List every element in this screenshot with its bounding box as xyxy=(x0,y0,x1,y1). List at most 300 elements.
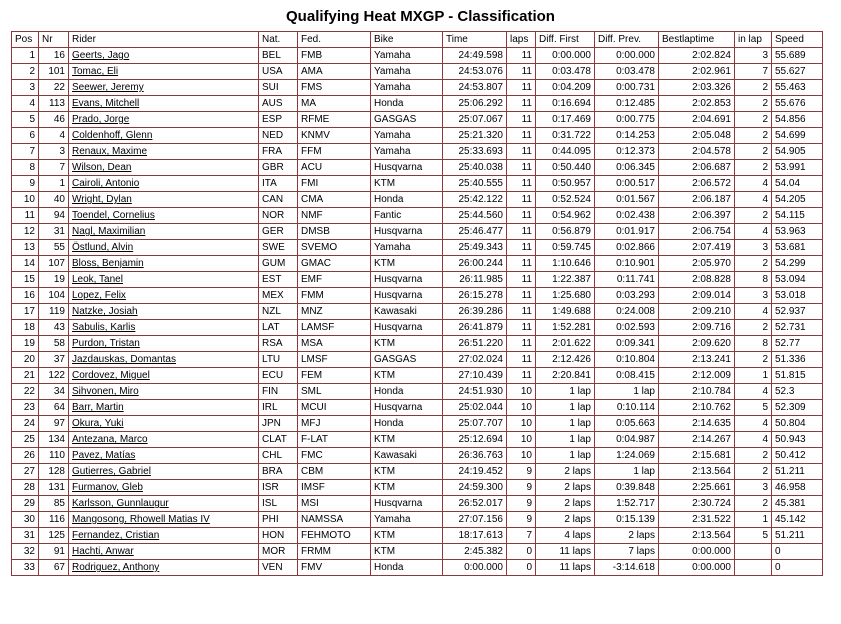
bike-cell: Yamaha xyxy=(371,512,443,528)
federation-cell: LAMSF xyxy=(298,320,371,336)
laps-cell: 10 xyxy=(507,432,536,448)
nationality-cell: NED xyxy=(259,128,298,144)
laps-cell: 11 xyxy=(507,176,536,192)
laps-cell: 11 xyxy=(507,288,536,304)
speed-cell: 54.115 xyxy=(772,208,823,224)
nationality-cell: SWE xyxy=(259,240,298,256)
time-cell: 25:40.038 xyxy=(443,160,507,176)
diff-first-cell: 2 laps xyxy=(536,480,595,496)
federation-cell: SVEMO xyxy=(298,240,371,256)
time-cell: 26:36.763 xyxy=(443,448,507,464)
diff-prev-cell: 0:01.917 xyxy=(595,224,659,240)
table-row xyxy=(12,160,823,176)
speed-cell: 53.991 xyxy=(772,160,823,176)
speed-cell: 52.309 xyxy=(772,400,823,416)
time-cell: 25:12.694 xyxy=(443,432,507,448)
laps-cell: 9 xyxy=(507,480,536,496)
column-header: Bike xyxy=(371,32,443,48)
column-header: Nat. xyxy=(259,32,298,48)
in-lap-cell: 2 xyxy=(735,208,772,224)
laps-cell: 11 xyxy=(507,96,536,112)
speed-cell: 55.627 xyxy=(772,64,823,80)
column-header: Fed. xyxy=(298,32,371,48)
rider-link[interactable]: Coldenhoff, Glenn xyxy=(69,128,259,144)
bike-cell: Honda xyxy=(371,96,443,112)
in-lap-cell: 2 xyxy=(735,320,772,336)
diff-prev-cell: 0:24.008 xyxy=(595,304,659,320)
bike-cell: Fantic xyxy=(371,208,443,224)
nationality-cell: ITA xyxy=(259,176,298,192)
rider-link[interactable]: Okura, Yuki xyxy=(69,416,259,432)
bike-cell: Honda xyxy=(371,560,443,576)
federation-cell: FEHMOTO xyxy=(298,528,371,544)
in-lap-cell: 2 xyxy=(735,144,772,160)
in-lap-cell: 4 xyxy=(735,192,772,208)
diff-first-cell: 1 lap xyxy=(536,384,595,400)
column-header: Diff. First xyxy=(536,32,595,48)
rider-link[interactable]: Evans, Mitchell xyxy=(69,96,259,112)
bike-cell: GASGAS xyxy=(371,352,443,368)
best-lap-cell: 2:02.961 xyxy=(659,64,735,80)
bike-cell: Yamaha xyxy=(371,240,443,256)
diff-prev-cell: 0:39.848 xyxy=(595,480,659,496)
bike-cell: Husqvarna xyxy=(371,224,443,240)
speed-cell: 46.958 xyxy=(772,480,823,496)
rider-link[interactable]: Mangosong, Rhowell Matias IV xyxy=(69,512,259,528)
time-cell: 25:06.292 xyxy=(443,96,507,112)
number-cell: 110 xyxy=(39,448,69,464)
diff-first-cell: 1 lap xyxy=(536,432,595,448)
nationality-cell: NOR xyxy=(259,208,298,224)
nationality-cell: ISR xyxy=(259,480,298,496)
best-lap-cell: 2:13.564 xyxy=(659,464,735,480)
in-lap-cell: 7 xyxy=(735,64,772,80)
in-lap-cell: 2 xyxy=(735,464,772,480)
laps-cell: 11 xyxy=(507,160,536,176)
speed-cell: 51.336 xyxy=(772,352,823,368)
time-cell: 24:19.452 xyxy=(443,464,507,480)
number-cell: 101 xyxy=(39,64,69,80)
best-lap-cell: 2:09.014 xyxy=(659,288,735,304)
rider-link[interactable]: Bloss, Benjamin xyxy=(69,256,259,272)
pos-cell: 16 xyxy=(12,288,39,304)
rider-link[interactable]: Barr, Martin xyxy=(69,400,259,416)
best-lap-cell: 2:15.681 xyxy=(659,448,735,464)
rider-link[interactable]: Jazdauskas, Domantas xyxy=(69,352,259,368)
time-cell: 26:00.244 xyxy=(443,256,507,272)
laps-cell: 10 xyxy=(507,400,536,416)
federation-cell: NAMSSA xyxy=(298,512,371,528)
time-cell: 27:10.439 xyxy=(443,368,507,384)
bike-cell: GASGAS xyxy=(371,112,443,128)
federation-cell: EMF xyxy=(298,272,371,288)
best-lap-cell: 2:08.828 xyxy=(659,272,735,288)
diff-prev-cell: 1 lap xyxy=(595,464,659,480)
rider-link[interactable]: Purdon, Tristan xyxy=(69,336,259,352)
federation-cell: MNZ xyxy=(298,304,371,320)
page-title: Qualifying Heat MXGP - Classification xyxy=(286,8,555,25)
bike-cell: Yamaha xyxy=(371,64,443,80)
laps-cell: 11 xyxy=(507,368,536,384)
rider-link[interactable]: Nagl, Maximilian xyxy=(69,224,259,240)
rider-link[interactable]: Fernandez, Cristian xyxy=(69,528,259,544)
best-lap-cell: 2:13.564 xyxy=(659,528,735,544)
time-cell: 25:02.044 xyxy=(443,400,507,416)
in-lap-cell xyxy=(735,544,772,560)
bike-cell: KTM xyxy=(371,480,443,496)
time-cell: 24:53.076 xyxy=(443,64,507,80)
best-lap-cell: 2:06.397 xyxy=(659,208,735,224)
in-lap-cell: 3 xyxy=(735,480,772,496)
diff-first-cell: 0:44.095 xyxy=(536,144,595,160)
laps-cell: 11 xyxy=(507,144,536,160)
speed-cell: 54.905 xyxy=(772,144,823,160)
best-lap-cell: 2:07.419 xyxy=(659,240,735,256)
pos-cell: 23 xyxy=(12,400,39,416)
diff-first-cell: 0:56.879 xyxy=(536,224,595,240)
federation-cell: AMA xyxy=(298,64,371,80)
nationality-cell: JPN xyxy=(259,416,298,432)
rider-link[interactable]: Sihvonen, Miro xyxy=(69,384,259,400)
nationality-cell: CHL xyxy=(259,448,298,464)
pos-cell: 32 xyxy=(12,544,39,560)
number-cell: 34 xyxy=(39,384,69,400)
pos-cell: 7 xyxy=(12,144,39,160)
diff-prev-cell: 0:02.866 xyxy=(595,240,659,256)
rider-link[interactable]: Pavez, Matías xyxy=(69,448,259,464)
number-cell: 91 xyxy=(39,544,69,560)
rider-link[interactable]: Sabulis, Karlis xyxy=(69,320,259,336)
bike-cell: KTM xyxy=(371,464,443,480)
nationality-cell: PHI xyxy=(259,512,298,528)
diff-prev-cell: 0:15.139 xyxy=(595,512,659,528)
laps-cell: 9 xyxy=(507,512,536,528)
number-cell: 3 xyxy=(39,144,69,160)
table-row xyxy=(12,80,823,96)
diff-first-cell: 1:49.688 xyxy=(536,304,595,320)
speed-cell: 55.689 xyxy=(772,48,823,64)
federation-cell: FMS xyxy=(298,80,371,96)
speed-cell: 54.699 xyxy=(772,128,823,144)
best-lap-cell: 2:09.620 xyxy=(659,336,735,352)
pos-cell: 13 xyxy=(12,240,39,256)
pos-cell: 9 xyxy=(12,176,39,192)
nationality-cell: RSA xyxy=(259,336,298,352)
laps-cell: 11 xyxy=(507,128,536,144)
laps-cell: 11 xyxy=(507,352,536,368)
bike-cell: Husqvarna xyxy=(371,320,443,336)
table-row xyxy=(12,64,823,80)
speed-cell: 55.463 xyxy=(772,80,823,96)
rider-link[interactable]: Cordovez, Miguel xyxy=(69,368,259,384)
diff-prev-cell: -3:14.618 xyxy=(595,560,659,576)
rider-link[interactable]: Hachti, Anwar xyxy=(69,544,259,560)
table-row xyxy=(12,496,823,512)
rider-link[interactable]: Gutierres, Gabriel xyxy=(69,464,259,480)
number-cell: 40 xyxy=(39,192,69,208)
table-row xyxy=(12,352,823,368)
number-cell: 107 xyxy=(39,256,69,272)
in-lap-cell: 2 xyxy=(735,160,772,176)
federation-cell: FMC xyxy=(298,448,371,464)
number-cell: 7 xyxy=(39,160,69,176)
table-row xyxy=(12,384,823,400)
bike-cell: KTM xyxy=(371,256,443,272)
in-lap-cell: 4 xyxy=(735,304,772,320)
diff-first-cell: 0:50.440 xyxy=(536,160,595,176)
table-row xyxy=(12,96,823,112)
diff-prev-cell: 0:03.478 xyxy=(595,64,659,80)
federation-cell: FMB xyxy=(298,48,371,64)
nationality-cell: LTU xyxy=(259,352,298,368)
federation-cell: SML xyxy=(298,384,371,400)
table-row xyxy=(12,528,823,544)
laps-cell: 11 xyxy=(507,336,536,352)
best-lap-cell: 2:10.784 xyxy=(659,384,735,400)
number-cell: 134 xyxy=(39,432,69,448)
table-row xyxy=(12,208,823,224)
federation-cell: IMSF xyxy=(298,480,371,496)
pos-cell: 28 xyxy=(12,480,39,496)
table-row xyxy=(12,192,823,208)
bike-cell: Kawasaki xyxy=(371,304,443,320)
diff-first-cell: 2 laps xyxy=(536,496,595,512)
laps-cell: 11 xyxy=(507,272,536,288)
bike-cell: Honda xyxy=(371,384,443,400)
rider-link[interactable]: Geerts, Jago xyxy=(69,48,259,64)
laps-cell: 11 xyxy=(507,240,536,256)
time-cell: 26:15.278 xyxy=(443,288,507,304)
nationality-cell: LAT xyxy=(259,320,298,336)
federation-cell: CMA xyxy=(298,192,371,208)
number-cell: 94 xyxy=(39,208,69,224)
rider-link[interactable]: Antezana, Marco xyxy=(69,432,259,448)
federation-cell: LMSF xyxy=(298,352,371,368)
laps-cell: 10 xyxy=(507,416,536,432)
speed-cell: 52.731 xyxy=(772,320,823,336)
nationality-cell: VEN xyxy=(259,560,298,576)
speed-cell: 54.205 xyxy=(772,192,823,208)
best-lap-cell: 2:31.522 xyxy=(659,512,735,528)
table-row xyxy=(12,144,823,160)
time-cell: 26:52.017 xyxy=(443,496,507,512)
table-row xyxy=(12,448,823,464)
diff-prev-cell: 0:11.741 xyxy=(595,272,659,288)
nationality-cell: MEX xyxy=(259,288,298,304)
diff-prev-cell: 0:05.663 xyxy=(595,416,659,432)
number-cell: 116 xyxy=(39,512,69,528)
best-lap-cell: 2:13.241 xyxy=(659,352,735,368)
bike-cell: KTM xyxy=(371,368,443,384)
pos-cell: 6 xyxy=(12,128,39,144)
time-cell: 0:00.000 xyxy=(443,560,507,576)
federation-cell: RFME xyxy=(298,112,371,128)
diff-first-cell: 0:03.478 xyxy=(536,64,595,80)
federation-cell: FRMM xyxy=(298,544,371,560)
speed-cell: 50.412 xyxy=(772,448,823,464)
speed-cell: 53.963 xyxy=(772,224,823,240)
rider-link[interactable]: Cairoli, Antonio xyxy=(69,176,259,192)
in-lap-cell: 5 xyxy=(735,528,772,544)
federation-cell: FMV xyxy=(298,560,371,576)
table-row xyxy=(12,128,823,144)
diff-first-cell: 11 laps xyxy=(536,560,595,576)
pos-cell: 33 xyxy=(12,560,39,576)
pos-cell: 24 xyxy=(12,416,39,432)
number-cell: 113 xyxy=(39,96,69,112)
rider-link[interactable]: Seewer, Jeremy xyxy=(69,80,259,96)
table-row xyxy=(12,256,823,272)
time-cell: 25:07.067 xyxy=(443,112,507,128)
table-row xyxy=(12,304,823,320)
rider-link[interactable]: Östlund, Alvin xyxy=(69,240,259,256)
nationality-cell: MOR xyxy=(259,544,298,560)
nationality-cell: GUM xyxy=(259,256,298,272)
federation-cell: F-LAT xyxy=(298,432,371,448)
diff-prev-cell: 0:02.438 xyxy=(595,208,659,224)
in-lap-cell: 4 xyxy=(735,384,772,400)
diff-prev-cell: 2 laps xyxy=(595,528,659,544)
rider-link[interactable]: Toendel, Cornelius xyxy=(69,208,259,224)
diff-first-cell: 1:52.281 xyxy=(536,320,595,336)
column-header: Bestlaptime xyxy=(659,32,735,48)
number-cell: 43 xyxy=(39,320,69,336)
nationality-cell: AUS xyxy=(259,96,298,112)
diff-first-cell: 1 lap xyxy=(536,400,595,416)
best-lap-cell: 2:10.762 xyxy=(659,400,735,416)
in-lap-cell: 5 xyxy=(735,400,772,416)
laps-cell: 10 xyxy=(507,448,536,464)
nationality-cell: EST xyxy=(259,272,298,288)
pos-cell: 27 xyxy=(12,464,39,480)
time-cell: 25:42.122 xyxy=(443,192,507,208)
number-cell: 119 xyxy=(39,304,69,320)
speed-cell: 55.676 xyxy=(772,96,823,112)
table-row xyxy=(12,464,823,480)
rider-link[interactable]: Wright, Dylan xyxy=(69,192,259,208)
time-cell: 25:40.555 xyxy=(443,176,507,192)
best-lap-cell: 2:09.210 xyxy=(659,304,735,320)
best-lap-cell: 2:02.824 xyxy=(659,48,735,64)
speed-cell: 52.77 xyxy=(772,336,823,352)
in-lap-cell: 3 xyxy=(735,240,772,256)
diff-prev-cell: 0:09.341 xyxy=(595,336,659,352)
classification-table xyxy=(11,31,823,576)
diff-prev-cell: 0:12.373 xyxy=(595,144,659,160)
diff-prev-cell: 0:03.293 xyxy=(595,288,659,304)
table-row xyxy=(12,240,823,256)
federation-cell: FEM xyxy=(298,368,371,384)
rider-link[interactable]: Karlsson, Gunnlaugur xyxy=(69,496,259,512)
federation-cell: CBM xyxy=(298,464,371,480)
pos-cell: 11 xyxy=(12,208,39,224)
diff-prev-cell: 0:00.517 xyxy=(595,176,659,192)
in-lap-cell: 4 xyxy=(735,416,772,432)
speed-cell: 53.018 xyxy=(772,288,823,304)
in-lap-cell: 3 xyxy=(735,48,772,64)
nationality-cell: NZL xyxy=(259,304,298,320)
laps-cell: 9 xyxy=(507,496,536,512)
federation-cell: MCUI xyxy=(298,400,371,416)
diff-first-cell: 0:16.694 xyxy=(536,96,595,112)
rider-link[interactable]: Renaux, Maxime xyxy=(69,144,259,160)
speed-cell: 45.142 xyxy=(772,512,823,528)
pos-cell: 1 xyxy=(12,48,39,64)
speed-cell: 0 xyxy=(772,544,823,560)
diff-first-cell: 11 laps xyxy=(536,544,595,560)
time-cell: 25:07.707 xyxy=(443,416,507,432)
nationality-cell: USA xyxy=(259,64,298,80)
bike-cell: Husqvarna xyxy=(371,160,443,176)
bike-cell: Honda xyxy=(371,416,443,432)
rider-link[interactable]: Wilson, Dean xyxy=(69,160,259,176)
federation-cell: GMAC xyxy=(298,256,371,272)
federation-cell: FFM xyxy=(298,144,371,160)
bike-cell: Honda xyxy=(371,192,443,208)
rider-link[interactable]: Tomac, Eli xyxy=(69,64,259,80)
best-lap-cell: 2:09.716 xyxy=(659,320,735,336)
federation-cell: ACU xyxy=(298,160,371,176)
laps-cell: 9 xyxy=(507,464,536,480)
in-lap-cell: 8 xyxy=(735,336,772,352)
in-lap-cell: 4 xyxy=(735,224,772,240)
diff-prev-cell: 0:06.345 xyxy=(595,160,659,176)
speed-cell: 51.815 xyxy=(772,368,823,384)
nationality-cell: FIN xyxy=(259,384,298,400)
nationality-cell: ESP xyxy=(259,112,298,128)
in-lap-cell xyxy=(735,560,772,576)
time-cell: 25:33.693 xyxy=(443,144,507,160)
pos-cell: 15 xyxy=(12,272,39,288)
federation-cell: KNMV xyxy=(298,128,371,144)
rider-link[interactable]: Natzke, Josiah xyxy=(69,304,259,320)
rider-link[interactable]: Leok, Tanel xyxy=(69,272,259,288)
table-row xyxy=(12,400,823,416)
table-row xyxy=(12,480,823,496)
table-row xyxy=(12,176,823,192)
best-lap-cell: 2:06.687 xyxy=(659,160,735,176)
rider-link[interactable]: Prado, Jorge xyxy=(69,112,259,128)
time-cell: 25:49.343 xyxy=(443,240,507,256)
table-row xyxy=(12,512,823,528)
diff-first-cell: 2:01.622 xyxy=(536,336,595,352)
rider-link[interactable]: Furmanov, Gleb xyxy=(69,480,259,496)
pos-cell: 14 xyxy=(12,256,39,272)
best-lap-cell: 2:06.572 xyxy=(659,176,735,192)
diff-prev-cell: 1:24.069 xyxy=(595,448,659,464)
diff-prev-cell: 0:10.901 xyxy=(595,256,659,272)
diff-first-cell: 0:31.722 xyxy=(536,128,595,144)
best-lap-cell: 2:14.267 xyxy=(659,432,735,448)
pos-cell: 12 xyxy=(12,224,39,240)
best-lap-cell: 0:00.000 xyxy=(659,560,735,576)
time-cell: 26:51.220 xyxy=(443,336,507,352)
pos-cell: 20 xyxy=(12,352,39,368)
rider-link[interactable]: Lopez, Felix xyxy=(69,288,259,304)
bike-cell: KTM xyxy=(371,176,443,192)
best-lap-cell: 2:02.853 xyxy=(659,96,735,112)
nationality-cell: GBR xyxy=(259,160,298,176)
diff-prev-cell: 0:10.804 xyxy=(595,352,659,368)
header-row xyxy=(12,32,823,48)
number-cell: 125 xyxy=(39,528,69,544)
bike-cell: Yamaha xyxy=(371,144,443,160)
number-cell: 37 xyxy=(39,352,69,368)
table-row xyxy=(12,416,823,432)
pos-cell: 8 xyxy=(12,160,39,176)
rider-link[interactable]: Rodriguez, Anthony xyxy=(69,560,259,576)
diff-first-cell: 1:22.387 xyxy=(536,272,595,288)
